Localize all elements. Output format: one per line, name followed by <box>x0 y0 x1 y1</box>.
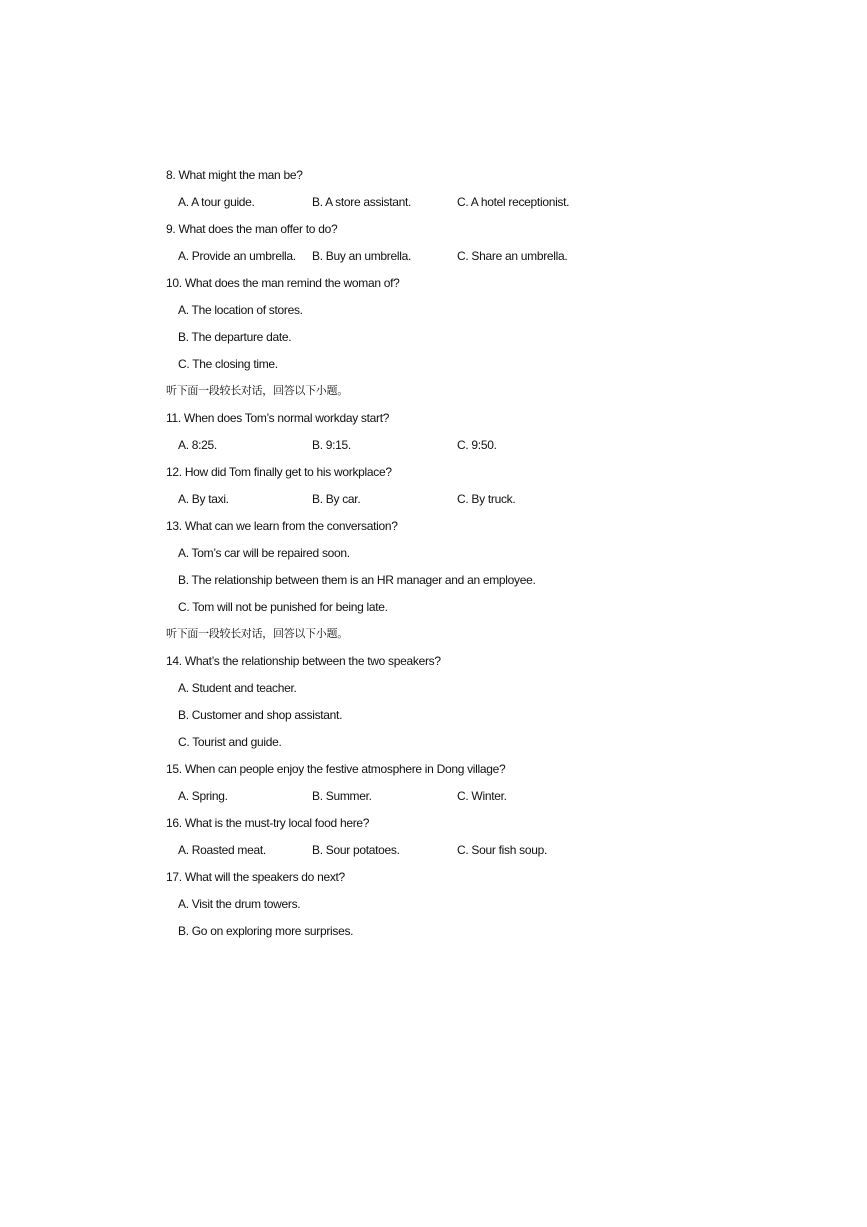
question-8-option-a: A. A tour guide. <box>178 195 255 209</box>
section-instruction-1: 听下面一段较长对话，回答以下小题。 <box>166 384 348 397</box>
question-12-stem: 12. How did Tom finally get to his workplace? <box>166 465 392 479</box>
question-16-option-b: B. Sour potatoes. <box>312 843 400 857</box>
question-15-option-c: C. Winter. <box>457 789 507 803</box>
question-16-option-c: C. Sour fish soup. <box>457 843 547 857</box>
question-9-option-b: B. Buy an umbrella. <box>312 249 412 263</box>
question-12-option-c: C. By truck. <box>457 492 516 506</box>
question-11-option-c: C. 9:50. <box>457 438 497 452</box>
question-14-stem: 14. What’s the relationship between the two speakers? <box>166 654 441 668</box>
question-16-stem: 16. What is the must-try local food here? <box>166 816 370 830</box>
question-14-option-b: B. Customer and shop assistant. <box>178 708 343 722</box>
question-15-option-a: A. Spring. <box>178 789 228 803</box>
question-12-option-a: A. By taxi. <box>178 492 229 506</box>
question-11-stem: 11. When does Tom’s normal workday start? <box>166 411 390 425</box>
question-11-option-a: A. 8:25. <box>178 438 217 452</box>
question-14-option-c: C. Tourist and guide. <box>178 735 282 749</box>
question-13-option-c: C. Tom will not be punished for being late. <box>178 600 388 614</box>
question-13-option-b: B. The relationship between them is an HR manager and an employee. <box>178 573 536 587</box>
question-12-option-b: B. By car. <box>312 492 361 506</box>
section-instruction-2: 听下面一段较长对话，回答以下小题。 <box>166 627 348 640</box>
question-14-option-a: A. Student and teacher. <box>178 681 297 695</box>
question-9-option-c: C. Share an umbrella. <box>457 249 568 263</box>
question-8-option-c: C. A hotel receptionist. <box>457 195 570 209</box>
question-11-option-b: B. 9:15. <box>312 438 351 452</box>
question-10-option-a: A. The location of stores. <box>178 303 303 317</box>
question-8-stem: 8. What might the man be? <box>166 168 303 182</box>
question-10-option-c: C. The closing time. <box>178 357 278 371</box>
question-13-option-a: A. Tom’s car will be repaired soon. <box>178 546 350 560</box>
question-9-stem: 9. What does the man offer to do? <box>166 222 338 236</box>
question-8-option-b: B. A store assistant. <box>312 195 412 209</box>
question-15-stem: 15. When can people enjoy the festive atmosphere in Dong village? <box>166 762 506 776</box>
question-17-option-b: B. Go on exploring more surprises. <box>178 924 354 938</box>
question-17-option-a: A. Visit the drum towers. <box>178 897 301 911</box>
question-9-option-a: A. Provide an umbrella. <box>178 249 296 263</box>
question-13-stem: 13. What can we learn from the conversation? <box>166 519 398 533</box>
question-10-stem: 10. What does the man remind the woman of? <box>166 276 400 290</box>
question-16-option-a: A. Roasted meat. <box>178 843 266 857</box>
question-15-option-b: B. Summer. <box>312 789 372 803</box>
question-10-option-b: B. The departure date. <box>178 330 292 344</box>
question-17-stem: 17. What will the speakers do next? <box>166 870 345 884</box>
